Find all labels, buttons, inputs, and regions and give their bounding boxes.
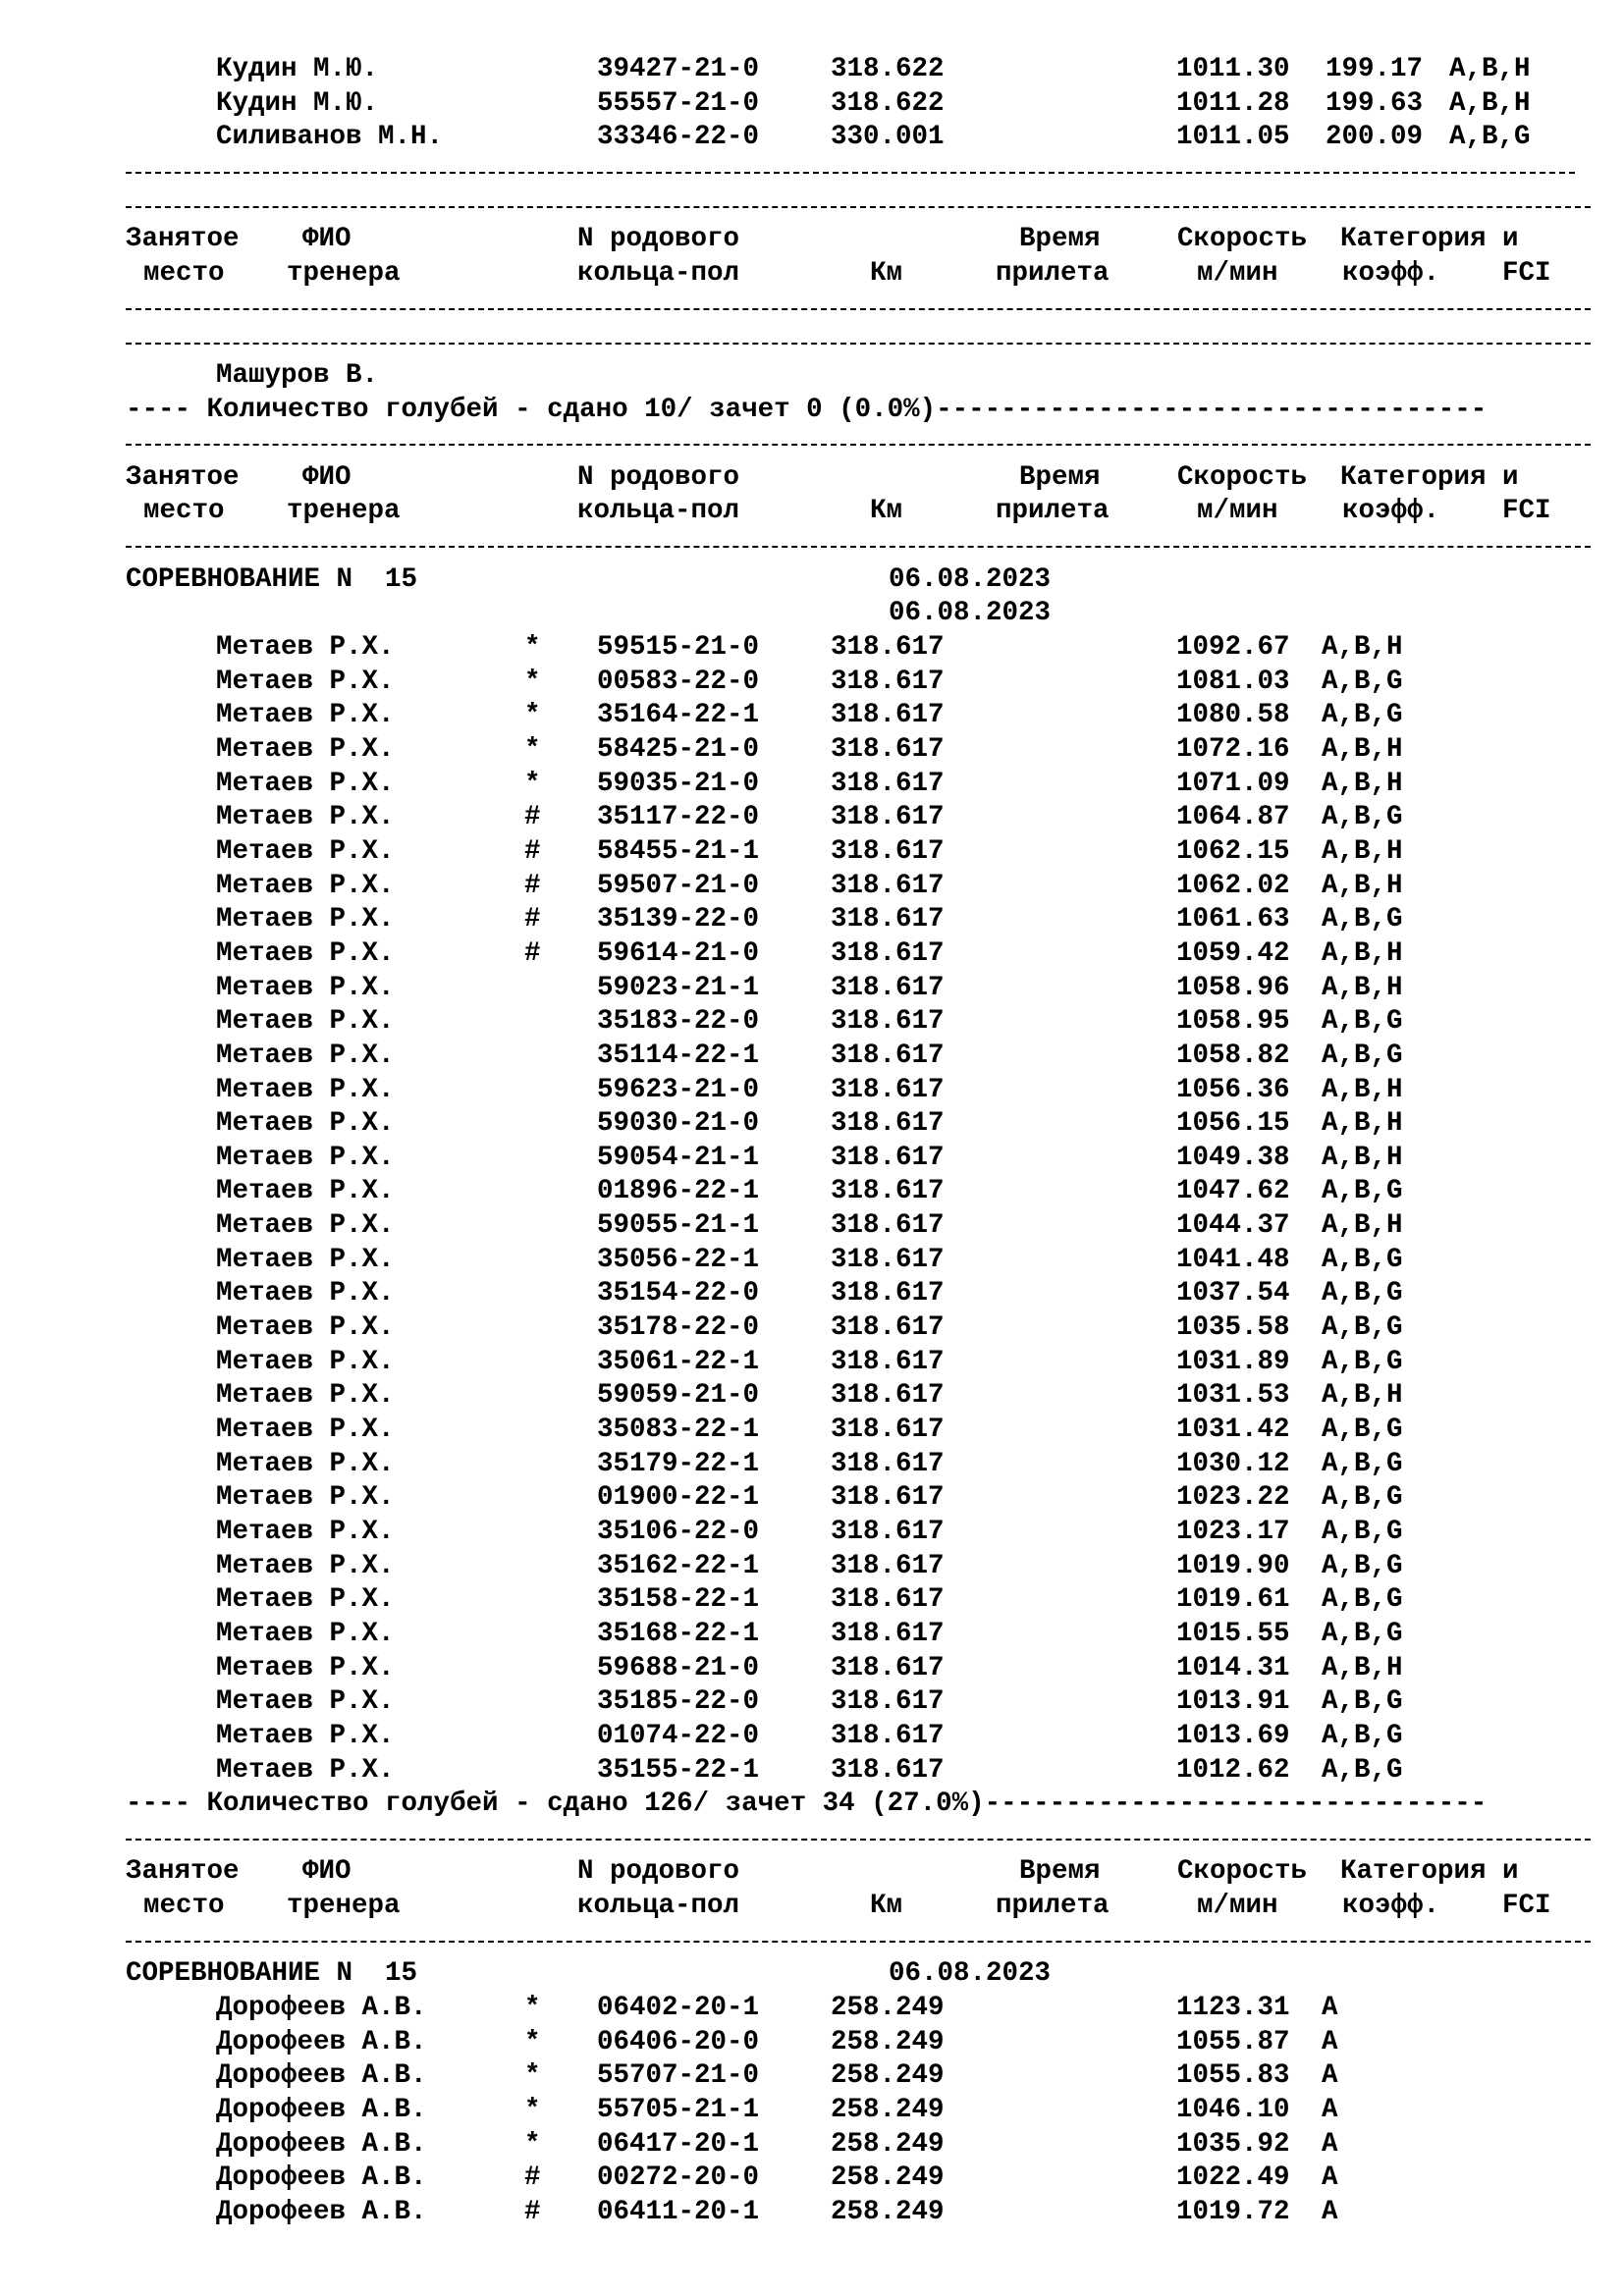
speed: 1012.62 xyxy=(1176,1754,1290,1786)
trainer-name: Дорофеев А.В. xyxy=(216,2060,427,2092)
category: A,B,G xyxy=(1322,1244,1403,1275)
mark: # xyxy=(524,937,541,969)
distance-km: 318.617 xyxy=(831,1754,945,1786)
mark: * xyxy=(524,2128,541,2160)
speed: 1064.87 xyxy=(1176,802,1290,833)
ring-number: 59688-21-0 xyxy=(597,1652,760,1683)
separator-line xyxy=(126,444,1591,446)
ring-number: 35061-22-1 xyxy=(597,1346,760,1377)
header-name: ФИО xyxy=(302,224,352,255)
header-speed: м/мин xyxy=(1197,257,1278,289)
trainer-name: Метаев Р.Х. xyxy=(216,666,395,697)
header-speed: Скорость xyxy=(1177,461,1308,493)
category: A,B,H xyxy=(1322,768,1403,799)
separator-line xyxy=(126,172,1575,174)
trainer-group-name: Машуров В. xyxy=(216,359,379,391)
mark: * xyxy=(524,700,541,731)
header-speed: м/мин xyxy=(1197,496,1278,527)
distance-km: 318.617 xyxy=(831,1108,945,1140)
speed: 1023.22 xyxy=(1176,1482,1290,1514)
distance-km: 318.617 xyxy=(831,700,945,731)
distance-km: 318.617 xyxy=(831,1448,945,1479)
category: A xyxy=(1322,2128,1338,2160)
ring-number: 35183-22-0 xyxy=(597,1006,760,1038)
ring-number: 35178-22-0 xyxy=(597,1312,760,1344)
category: A,B,H xyxy=(1449,87,1531,119)
distance-km: 318.617 xyxy=(831,768,945,799)
trainer-name: Метаев Р.Х. xyxy=(216,632,395,664)
speed: 1062.15 xyxy=(1176,835,1290,867)
ring-number: 06411-20-1 xyxy=(597,2196,760,2227)
header-ring: кольца-пол xyxy=(577,1891,740,1922)
header-fci: FCI xyxy=(1502,1891,1551,1922)
speed: 1044.37 xyxy=(1176,1210,1290,1242)
trainer-name: Кудин М.Ю. xyxy=(216,87,379,119)
trainer-name: Дорофеев А.В. xyxy=(216,2026,427,2057)
mark: * xyxy=(524,2060,541,2092)
summary-line: ---- Количество голубей - сдано 126/ зачет 34 (27.0%)------------------------------- xyxy=(126,1789,1488,1820)
category: A,B,H xyxy=(1322,870,1403,901)
header-category: Категория и xyxy=(1340,461,1519,493)
trainer-name: Метаев Р.Х. xyxy=(216,802,395,833)
speed: 1059.42 xyxy=(1176,937,1290,969)
trainer-name: Метаев Р.Х. xyxy=(216,972,395,1003)
distance-km: 318.617 xyxy=(831,1380,945,1412)
ring-number: 35106-22-0 xyxy=(597,1516,760,1547)
category: A xyxy=(1322,2095,1338,2125)
ring-number: 35117-22-0 xyxy=(597,802,760,833)
speed: 1031.53 xyxy=(1176,1380,1290,1412)
ring-number: 35114-22-1 xyxy=(597,1040,760,1071)
trainer-name: Метаев Р.Х. xyxy=(216,1584,395,1616)
distance-km: 258.249 xyxy=(831,2060,945,2092)
distance-km: 318.622 xyxy=(831,54,945,84)
speed: 1011.30 xyxy=(1176,54,1290,84)
speed: 1058.95 xyxy=(1176,1006,1290,1038)
mark: # xyxy=(524,2196,541,2227)
ring-number: 35056-22-1 xyxy=(597,1244,760,1275)
header-category: Категория и xyxy=(1340,1856,1519,1888)
speed: 1123.31 xyxy=(1176,1993,1290,2024)
speed: 1081.03 xyxy=(1176,666,1290,697)
trainer-name: Метаев Р.Х. xyxy=(216,835,395,867)
category: A,B,G xyxy=(1322,1448,1403,1479)
ring-number: 35164-22-1 xyxy=(597,700,760,731)
distance-km: 318.617 xyxy=(831,1516,945,1547)
trainer-name: Метаев Р.Х. xyxy=(216,1244,395,1275)
header-place: Занятое xyxy=(126,1856,240,1888)
distance-km: 318.617 xyxy=(831,1618,945,1649)
distance-km: 318.617 xyxy=(831,1415,945,1445)
header-fci: FCI xyxy=(1502,496,1551,527)
distance-km: 318.617 xyxy=(831,1142,945,1173)
summary-line: ---- Количество голубей - сдано 10/ зачет 0 (0.0%)---------------------------------- xyxy=(126,394,1488,425)
distance-km: 258.249 xyxy=(831,2128,945,2160)
speed: 1071.09 xyxy=(1176,768,1290,799)
distance-km: 318.617 xyxy=(831,835,945,867)
category: A,B,G xyxy=(1322,1584,1403,1616)
header-name: ФИО xyxy=(302,461,352,493)
header-name: ФИО xyxy=(302,1856,352,1888)
category: A,B,G xyxy=(1322,1040,1403,1071)
ring-number: 59515-21-0 xyxy=(597,632,760,664)
header-time: Время xyxy=(1019,1856,1101,1888)
mark: # xyxy=(524,802,541,833)
coefficient: 199.17 xyxy=(1326,54,1424,84)
ring-number: 59614-21-0 xyxy=(597,937,760,969)
distance-km: 318.617 xyxy=(831,904,945,935)
separator-line xyxy=(126,206,1591,208)
ring-number: 58455-21-1 xyxy=(597,835,760,867)
distance-km: 318.617 xyxy=(831,1176,945,1207)
competition-date: 06.08.2023 xyxy=(889,598,1052,629)
separator-line xyxy=(126,343,1591,345)
distance-km: 318.622 xyxy=(831,87,945,119)
distance-km: 318.617 xyxy=(831,734,945,765)
distance-km: 318.617 xyxy=(831,1652,945,1683)
category: A,B,G xyxy=(1322,1482,1403,1514)
trainer-name: Метаев Р.Х. xyxy=(216,1720,395,1751)
speed: 1031.89 xyxy=(1176,1346,1290,1377)
distance-km: 318.617 xyxy=(831,1720,945,1751)
ring-number: 35154-22-0 xyxy=(597,1278,760,1309)
category: A,B,G xyxy=(1322,1415,1403,1445)
distance-km: 318.617 xyxy=(831,1006,945,1038)
speed: 1011.28 xyxy=(1176,87,1290,119)
competition-title: СОРЕВНОВАНИЕ N 15 xyxy=(126,1958,418,1990)
coefficient: 200.09 xyxy=(1326,122,1424,153)
trainer-name: Дорофеев А.В. xyxy=(216,2196,427,2227)
trainer-name: Силиванов М.Н. xyxy=(216,122,444,153)
separator-line xyxy=(126,546,1591,548)
distance-km: 318.617 xyxy=(831,632,945,664)
ring-number: 06406-20-0 xyxy=(597,2026,760,2057)
distance-km: 330.001 xyxy=(831,122,945,153)
ring-number: 59059-21-0 xyxy=(597,1380,760,1412)
category: A,B,H xyxy=(1322,1652,1403,1683)
distance-km: 318.617 xyxy=(831,1312,945,1344)
mark: * xyxy=(524,1993,541,2024)
ring-number: 59507-21-0 xyxy=(597,870,760,901)
speed: 1041.48 xyxy=(1176,1244,1290,1275)
trainer-name: Метаев Р.Х. xyxy=(216,904,395,935)
speed: 1035.92 xyxy=(1176,2128,1290,2160)
category: A,B,G xyxy=(1322,802,1403,833)
speed: 1019.61 xyxy=(1176,1584,1290,1616)
speed: 1030.12 xyxy=(1176,1448,1290,1479)
trainer-name: Метаев Р.Х. xyxy=(216,1482,395,1514)
category: A,B,H xyxy=(1322,1108,1403,1140)
category: A,B,H xyxy=(1449,54,1531,84)
trainer-name: Метаев Р.Х. xyxy=(216,1346,395,1377)
category: A,B,G xyxy=(1322,1686,1403,1718)
ring-number: 35139-22-0 xyxy=(597,904,760,935)
trainer-name: Метаев Р.Х. xyxy=(216,1516,395,1547)
separator-line xyxy=(126,1941,1591,1943)
ring-number: 58425-21-0 xyxy=(597,734,760,765)
category: A xyxy=(1322,2163,1338,2194)
category: A,B,H xyxy=(1322,1074,1403,1105)
trainer-name: Метаев Р.Х. xyxy=(216,1006,395,1038)
ring-number: 35185-22-0 xyxy=(597,1686,760,1718)
ring-number: 06402-20-1 xyxy=(597,1993,760,2024)
speed: 1047.62 xyxy=(1176,1176,1290,1207)
mark: # xyxy=(524,2163,541,2194)
header-category: коэфф. xyxy=(1342,1891,1440,1922)
speed: 1013.91 xyxy=(1176,1686,1290,1718)
distance-km: 318.617 xyxy=(831,1278,945,1309)
header-ring: N родового xyxy=(577,224,740,255)
category: A,B,G xyxy=(1322,700,1403,731)
trainer-name: Метаев Р.Х. xyxy=(216,1176,395,1207)
ring-number: 59023-21-1 xyxy=(597,972,760,1003)
coefficient: 199.63 xyxy=(1326,87,1424,119)
distance-km: 258.249 xyxy=(831,2196,945,2227)
ring-number: 01900-22-1 xyxy=(597,1482,760,1514)
category: A xyxy=(1322,1993,1338,2024)
distance-km: 258.249 xyxy=(831,1993,945,2024)
header-name: тренера xyxy=(287,496,401,527)
category: A,B,G xyxy=(1322,1754,1403,1786)
competition-date: 06.08.2023 xyxy=(889,1958,1052,1990)
distance-km: 318.617 xyxy=(831,802,945,833)
trainer-name: Метаев Р.Х. xyxy=(216,1618,395,1649)
ring-number: 35083-22-1 xyxy=(597,1415,760,1445)
speed: 1013.69 xyxy=(1176,1720,1290,1751)
competition-title: СОРЕВНОВАНИЕ N 15 xyxy=(126,563,418,595)
distance-km: 318.617 xyxy=(831,870,945,901)
distance-km: 318.617 xyxy=(831,1074,945,1105)
category: A,B,G xyxy=(1322,1312,1403,1344)
ring-number: 59623-21-0 xyxy=(597,1074,760,1105)
ring-number: 00272-20-0 xyxy=(597,2163,760,2194)
speed: 1011.05 xyxy=(1176,122,1290,153)
header-place: место xyxy=(143,496,225,527)
speed: 1014.31 xyxy=(1176,1652,1290,1683)
ring-number: 35168-22-1 xyxy=(597,1618,760,1649)
header-time: Время xyxy=(1019,224,1101,255)
ring-number: 59055-21-1 xyxy=(597,1210,760,1242)
trainer-name: Дорофеев А.В. xyxy=(216,2128,427,2160)
ring-number: 01074-22-0 xyxy=(597,1720,760,1751)
trainer-name: Метаев Р.Х. xyxy=(216,1074,395,1105)
category: A,B,G xyxy=(1322,1346,1403,1377)
category: A,B,H xyxy=(1322,632,1403,664)
category: A xyxy=(1322,2026,1338,2057)
speed: 1080.58 xyxy=(1176,700,1290,731)
speed: 1056.36 xyxy=(1176,1074,1290,1105)
category: A,B,H xyxy=(1322,937,1403,969)
speed: 1046.10 xyxy=(1176,2095,1290,2125)
header-ring: N родового xyxy=(577,461,740,493)
speed: 1019.72 xyxy=(1176,2196,1290,2227)
ring-number: 59030-21-0 xyxy=(597,1108,760,1140)
header-ring: кольца-пол xyxy=(577,257,740,289)
mark: * xyxy=(524,734,541,765)
ring-number: 55705-21-1 xyxy=(597,2095,760,2125)
category: A,B,G xyxy=(1322,666,1403,697)
category: A,B,G xyxy=(1322,1278,1403,1309)
header-km: Км xyxy=(870,1891,903,1922)
header-ring: кольца-пол xyxy=(577,496,740,527)
ring-number: 00583-22-0 xyxy=(597,666,760,697)
trainer-name: Метаев Р.Х. xyxy=(216,1040,395,1071)
distance-km: 318.617 xyxy=(831,1040,945,1071)
header-category: Категория и xyxy=(1340,224,1519,255)
trainer-name: Метаев Р.Х. xyxy=(216,1142,395,1173)
trainer-name: Метаев Р.Х. xyxy=(216,700,395,731)
mark: # xyxy=(524,870,541,901)
ring-number: 59035-21-0 xyxy=(597,768,760,799)
trainer-name: Метаев Р.Х. xyxy=(216,1448,395,1479)
speed: 1061.63 xyxy=(1176,904,1290,935)
distance-km: 318.617 xyxy=(831,1686,945,1718)
header-time: прилета xyxy=(996,496,1110,527)
header-name: тренера xyxy=(287,1891,401,1922)
trainer-name: Метаев Р.Х. xyxy=(216,1210,395,1242)
header-place: Занятое xyxy=(126,461,240,493)
speed: 1031.42 xyxy=(1176,1415,1290,1445)
trainer-name: Метаев Р.Х. xyxy=(216,1550,395,1581)
mark: * xyxy=(524,2095,541,2125)
distance-km: 318.617 xyxy=(831,1244,945,1275)
competition-date: 06.08.2023 xyxy=(889,563,1052,595)
trainer-name: Метаев Р.Х. xyxy=(216,734,395,765)
header-time: прилета xyxy=(996,257,1110,289)
header-km: Км xyxy=(870,257,903,289)
trainer-name: Метаев Р.Х. xyxy=(216,1278,395,1309)
distance-km: 258.249 xyxy=(831,2163,945,2194)
speed: 1019.90 xyxy=(1176,1550,1290,1581)
header-category: коэфф. xyxy=(1342,257,1440,289)
separator-line xyxy=(126,308,1591,310)
ring-number: 35179-22-1 xyxy=(597,1448,760,1479)
distance-km: 318.617 xyxy=(831,1550,945,1581)
category: A,B,H xyxy=(1322,1380,1403,1412)
mark: # xyxy=(524,904,541,935)
trainer-name: Метаев Р.Х. xyxy=(216,1754,395,1786)
trainer-name: Дорофеев А.В. xyxy=(216,2095,427,2125)
speed: 1058.96 xyxy=(1176,972,1290,1003)
mark: # xyxy=(524,835,541,867)
trainer-name: Метаев Р.Х. xyxy=(216,937,395,969)
trainer-name: Метаев Р.Х. xyxy=(216,1108,395,1140)
header-fci: FCI xyxy=(1502,257,1551,289)
ring-number: 35155-22-1 xyxy=(597,1754,760,1786)
mark: * xyxy=(524,2026,541,2057)
category: A,B,G xyxy=(1322,1720,1403,1751)
trainer-name: Дорофеев А.В. xyxy=(216,1993,427,2024)
category: A xyxy=(1322,2060,1338,2092)
ring-number: 06417-20-1 xyxy=(597,2128,760,2160)
ring-number: 55557-21-0 xyxy=(597,87,760,119)
trainer-name: Метаев Р.Х. xyxy=(216,1380,395,1412)
header-category: коэфф. xyxy=(1342,496,1440,527)
header-ring: N родового xyxy=(577,1856,740,1888)
distance-km: 318.617 xyxy=(831,1346,945,1377)
category: A,B,G xyxy=(1322,904,1403,935)
ring-number: 39427-21-0 xyxy=(597,54,760,84)
distance-km: 318.617 xyxy=(831,972,945,1003)
header-place: место xyxy=(143,257,225,289)
ring-number: 35158-22-1 xyxy=(597,1584,760,1616)
category: A,B,H xyxy=(1322,1210,1403,1242)
category: A,B,H xyxy=(1322,835,1403,867)
category: A,B,H xyxy=(1322,972,1403,1003)
speed: 1056.15 xyxy=(1176,1108,1290,1140)
speed: 1055.83 xyxy=(1176,2060,1290,2092)
category: A,B,H xyxy=(1322,734,1403,765)
distance-km: 318.617 xyxy=(831,1210,945,1242)
header-place: место xyxy=(143,1891,225,1922)
header-speed: Скорость xyxy=(1177,1856,1308,1888)
speed: 1062.02 xyxy=(1176,870,1290,901)
category: A,B,G xyxy=(1322,1618,1403,1649)
speed: 1055.87 xyxy=(1176,2026,1290,2057)
ring-number: 55707-21-0 xyxy=(597,2060,760,2092)
category: A,B,G xyxy=(1322,1550,1403,1581)
category: A,B,G xyxy=(1322,1516,1403,1547)
mark: * xyxy=(524,666,541,697)
ring-number: 35162-22-1 xyxy=(597,1550,760,1581)
speed: 1058.82 xyxy=(1176,1040,1290,1071)
distance-km: 318.617 xyxy=(831,1584,945,1616)
header-time: прилета xyxy=(996,1891,1110,1922)
speed: 1037.54 xyxy=(1176,1278,1290,1309)
distance-km: 318.617 xyxy=(831,666,945,697)
speed: 1072.16 xyxy=(1176,734,1290,765)
header-speed: м/мин xyxy=(1197,1891,1278,1922)
distance-km: 258.249 xyxy=(831,2026,945,2057)
distance-km: 318.617 xyxy=(831,937,945,969)
category: A,B,G xyxy=(1322,1176,1403,1207)
ring-number: 01896-22-1 xyxy=(597,1176,760,1207)
speed: 1035.58 xyxy=(1176,1312,1290,1344)
distance-km: 318.617 xyxy=(831,1482,945,1514)
speed: 1022.49 xyxy=(1176,2163,1290,2194)
distance-km: 258.249 xyxy=(831,2095,945,2125)
header-time: Время xyxy=(1019,461,1101,493)
ring-number: 33346-22-0 xyxy=(597,122,760,153)
trainer-name: Дорофеев А.В. xyxy=(216,2163,427,2194)
trainer-name: Метаев Р.Х. xyxy=(216,1652,395,1683)
speed: 1049.38 xyxy=(1176,1142,1290,1173)
separator-line xyxy=(126,1839,1591,1841)
trainer-name: Метаев Р.Х. xyxy=(216,1686,395,1718)
header-place: Занятое xyxy=(126,224,240,255)
category: A,B,G xyxy=(1322,1006,1403,1038)
header-name: тренера xyxy=(287,257,401,289)
category: A,B,G xyxy=(1449,122,1531,153)
speed: 1023.17 xyxy=(1176,1516,1290,1547)
trainer-name: Метаев Р.Х. xyxy=(216,1312,395,1344)
trainer-name: Кудин М.Ю. xyxy=(216,54,379,84)
header-speed: Скорость xyxy=(1177,224,1308,255)
mark: * xyxy=(524,632,541,664)
trainer-name: Метаев Р.Х. xyxy=(216,768,395,799)
trainer-name: Метаев Р.Х. xyxy=(216,870,395,901)
trainer-name: Метаев Р.Х. xyxy=(216,1415,395,1445)
category: A,B,H xyxy=(1322,1142,1403,1173)
ring-number: 59054-21-1 xyxy=(597,1142,760,1173)
speed: 1015.55 xyxy=(1176,1618,1290,1649)
header-km: Км xyxy=(870,496,903,527)
category: A xyxy=(1322,2196,1338,2227)
speed: 1092.67 xyxy=(1176,632,1290,664)
mark: * xyxy=(524,768,541,799)
